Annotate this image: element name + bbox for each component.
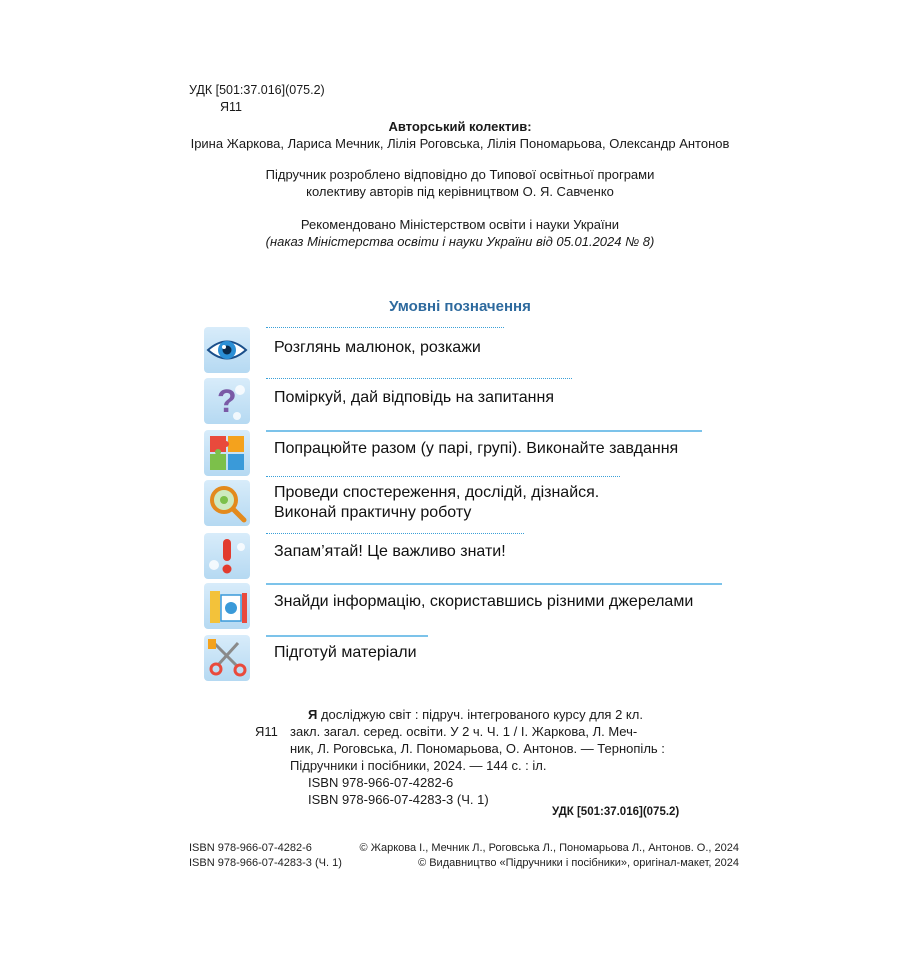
footer-copyright-authors: © Жаркова І., Мечник Л., Роговська Л., Пономарьова Л., Антонов. О., 2024: [359, 842, 739, 854]
eye-icon: [204, 327, 250, 373]
legend-label: Розглянь малюнок, розкажи: [274, 339, 481, 356]
authors-heading: Авторський колектив:: [388, 119, 532, 134]
legend-rule: [266, 476, 620, 477]
legend-label-line-1: Проведи спостереження, дослідй, дізнайся.: [274, 484, 600, 501]
legend-item-look: [204, 327, 504, 377]
legend-label: Запам’ятай! Це важливо знати!: [274, 543, 506, 560]
recommendation-line-1: Рекомендовано Міністерством освіти і науки України: [300, 217, 620, 232]
program-line-1: Підручник розроблено відповідно до Типової освітньої програми: [265, 167, 655, 182]
catalog-line-2: закл. загал. серед. освіти. У 2 ч. Ч. 1 / І. Жаркова, Л. Меч-: [290, 724, 638, 739]
books-icon: [204, 583, 250, 629]
svg-text:?: ?: [217, 383, 237, 419]
legend-label: Підготуй матеріали: [274, 644, 417, 661]
magnifier-icon: [204, 480, 250, 526]
legend-label-line-2: Виконай практичну роботу: [274, 504, 472, 521]
legend-title: Умовні позначення: [389, 298, 531, 315]
legend-label: Поміркуй, дай відповідь на запитання: [274, 389, 554, 406]
legend-label: Попрацюйте разом (у парі, групі). Виконайте завдання: [274, 440, 679, 457]
legend-rule: [266, 430, 702, 432]
catalog-line-4: Підручники і посібники, 2024. — 144 с. : іл.: [290, 758, 547, 773]
catalog-isbn-1: ISBN 978-966-07-4282-6: [308, 775, 454, 790]
catalog-udk: УДК [501:37.016](075.2): [552, 806, 680, 818]
legend-item-observe: [204, 476, 624, 524]
udk-code: УДК [501:37.016](075.2): [189, 83, 325, 97]
legend-rule: [266, 533, 524, 534]
legend-rule: [266, 635, 428, 637]
catalog-title-start: Я: [308, 707, 318, 722]
exclamation-icon: [204, 533, 250, 579]
legend-rule: [266, 583, 722, 585]
catalog-line-3: ник, Л. Роговська, Л. Пономарьова, О. Антонов. — Тернопіль :: [290, 741, 665, 756]
puzzle-icon: [204, 430, 250, 476]
legend-rule: [266, 378, 572, 379]
catalog-code: Я11: [220, 100, 243, 114]
question-icon: [204, 378, 250, 424]
legend-item-remember: [204, 533, 524, 583]
legend-item-prepare: [204, 635, 504, 685]
legend-rule: [266, 327, 504, 328]
legend-item-find-info: [204, 583, 724, 633]
catalog-code: Я11: [255, 724, 278, 739]
program-line-2: колективу авторів під керівництвом О. Я. Савченко: [306, 184, 614, 199]
legend-label: Знайди інформацію, скориставшись різними джерелами: [274, 593, 694, 610]
recommendation-line-2: (наказ Міністерства освіти і науки України від 05.01.2024 № 8): [265, 234, 655, 249]
catalog-line-1-text: досліджую світ : підруч. інтегрованого курсу для 2 кл.: [317, 707, 643, 722]
footer-isbn-1: ISBN 978-966-07-4282-6: [189, 842, 312, 854]
scissors-icon: [204, 635, 250, 681]
authors-names: Ірина Жаркова, Лариса Мечник, Лілія Роговська, Лілія Пономарьова, Олександр Антонов: [190, 136, 730, 151]
footer-isbn-2: ISBN 978-966-07-4283-3 (Ч. 1): [189, 857, 342, 869]
legend-item-teamwork: [204, 430, 704, 480]
footer-copyright-publisher: © Видавництво «Підручники і посібники», оригінал-макет, 2024: [418, 857, 739, 869]
catalog-line-1: [308, 706, 643, 723]
catalog-isbn-2: ISBN 978-966-07-4283-3 (Ч. 1): [308, 792, 489, 807]
legend-item-think: [204, 378, 574, 428]
